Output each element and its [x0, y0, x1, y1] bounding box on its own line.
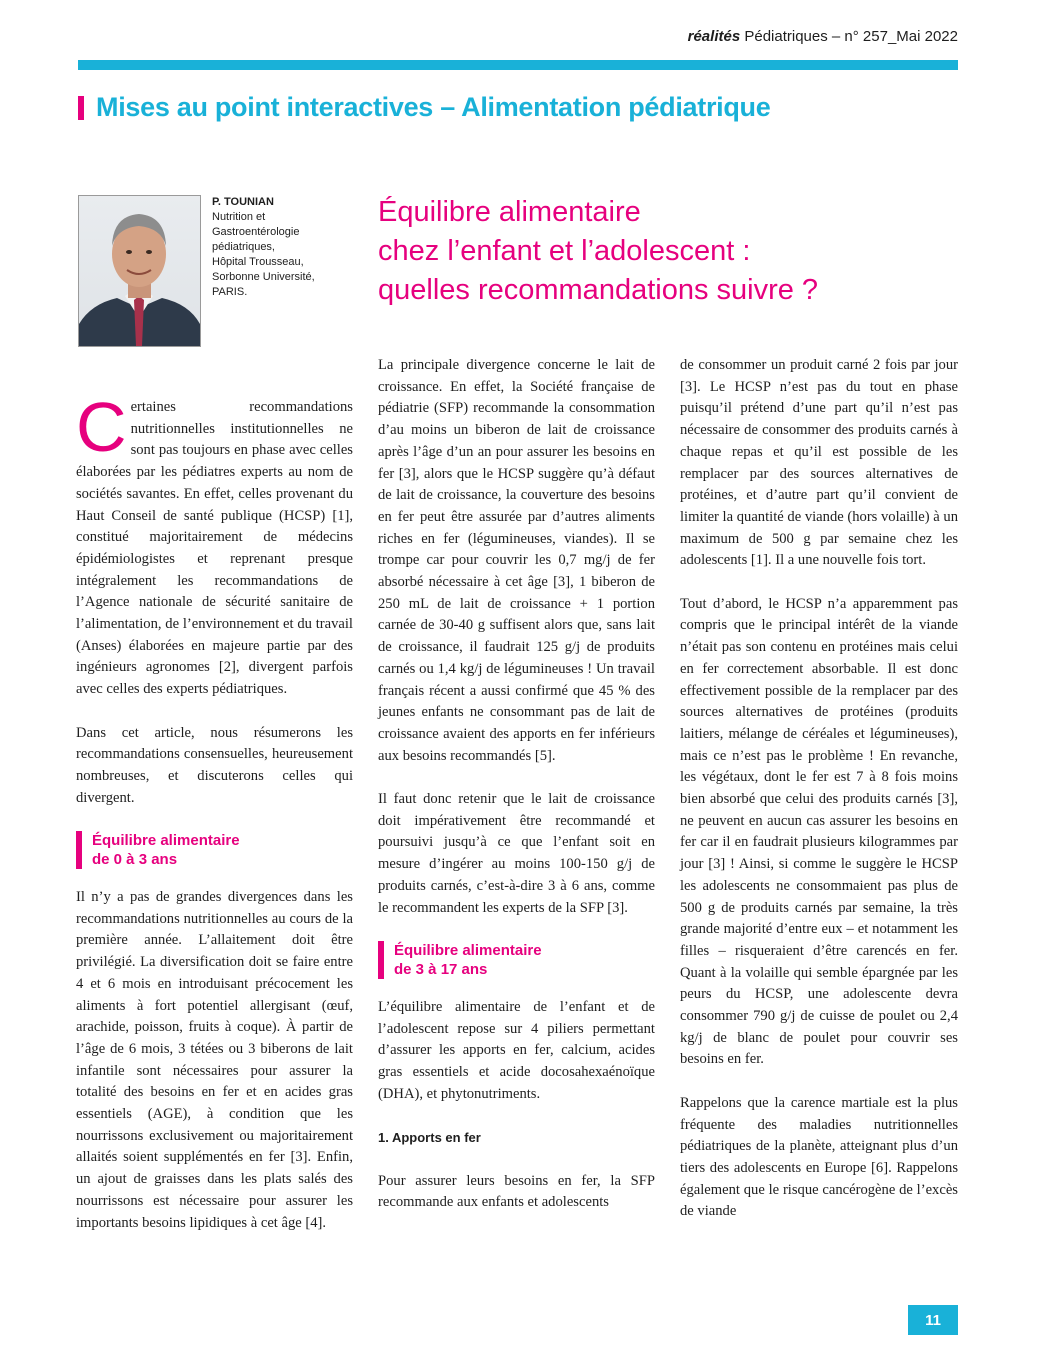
- author-info: [212, 195, 352, 300]
- heading-text: [92, 831, 240, 869]
- journal-name: réalités: [687, 28, 741, 45]
- top-rule: [78, 60, 958, 70]
- paragraph: Il n’y a pas de grandes divergences dans les recommandations nutritionnelles au cours de la première année. L’allaitement doit être privilégié. La diversification doit se faire entre 4 et 6 mois en introduisant précocement les aliments à fort potentiel allergisant (œuf, arachide, poisson, fruits à coque). À partir de l’âge de 6 mois, 3 tétées ou 3 biberons de lait infantile sont nécessaires pour assurer la totalité des besoins en fer et en acides gras essentiels (AGE), à condition que les nourrissons exclusivement ou majoritairement allaités soient supplémentés en fer [3]. Enfin, un ajout de graisses dans les plats salés des nourrissons est nécessaire pour assurer les importants besoins lipidiques à cet âge [4].: [76, 889, 353, 1231]
- issue-info: Pédiatriques – n° 257_Mai 2022: [744, 28, 958, 45]
- title-line: quelles recommandations suivre ?: [378, 274, 819, 306]
- heading-marker: [378, 941, 384, 979]
- heading-line: Équilibre alimentaire: [92, 832, 240, 850]
- author-affiliation-line: pédiatriques,: [212, 241, 275, 253]
- section-heading-0-3: [76, 831, 353, 869]
- author-affiliation-line: Nutrition et: [212, 211, 266, 223]
- subsection-heading-iron: 1. Apports en fer: [378, 1130, 481, 1146]
- author-photo: [78, 195, 201, 347]
- running-head: [688, 28, 958, 45]
- paragraph: L’équilibre alimentaire de l’enfant et de l’adolescent repose sur 4 piliers permettant d’assurer les apports en fer, calcium, acides gras essentiels et acide docosahexaénoïque (DHA), et phytonutriments.: [378, 998, 655, 1102]
- section-heading-3-17: [378, 941, 655, 979]
- paragraph: Il faut donc retenir que le lait de croissance doit impérativement être recommandé et poursuivi jusqu’à ce que l’enfant soit en mesure d’ingérer au moins 100-150 g/j de produits carnés, c’est-à-dire 3 à 6 ans, comme le recommandent les experts de la SFP [3].: [378, 791, 655, 916]
- column-2: [378, 355, 655, 1214]
- column-3: [680, 355, 958, 1223]
- page-number: 11: [908, 1305, 958, 1335]
- drop-cap: C: [76, 388, 127, 466]
- title-line: chez l’enfant et l’adolescent :: [378, 235, 751, 267]
- heading-line: de 0 à 3 ans: [92, 851, 178, 869]
- author-affiliation-line: Hôpital Trousseau,: [212, 256, 304, 268]
- paragraph: Dans cet article, nous résumerons les recommandations consensuelles, heureusement nombreuses, et discuterons celles qui divergent.: [76, 724, 353, 806]
- title-line: Équilibre alimentaire: [378, 196, 641, 228]
- heading-text: [394, 941, 542, 979]
- intro-text: ertaines recommandations nutritionnelles institutionnelles ne sont pas toujours en phase avec celles élaborées par les pédiatres experts au nom de sociétés savantes. En effet, celles provenant du Haut Conseil de santé publique (HCSP) [1], constitué majoritairement de médecins épidémiologistes et reprenant presque intégralement les recommandations de l’Agence nationale de sécurité sanitaire de l’alimentation, de l’environnement et du travail (Anses) élaborées en majeure partie par des ingénieurs agronomes [2], divergent parfois avec celles des experts pédiatriques.: [76, 399, 353, 698]
- rubric-title: Mises au point interactives – Alimentation pédiatrique: [96, 92, 771, 122]
- heading-line: de 3 à 17 ans: [394, 960, 488, 978]
- author-affiliation-line: Gastroentérologie: [212, 226, 300, 238]
- paragraph: Pour assurer leurs besoins en fer, la SFP recommande aux enfants et adolescents: [378, 1172, 655, 1211]
- paragraph: La principale divergence concerne le lait de croissance. En effet, la Société française de pédiatrie (SFP) recommande la consommation d’au moins un biberon de lait de croissance après l’âge d’un an pour assurer les besoins en fer [3], alors que le HCSP suggère qu’à défaut de lait de croissance, la couverture des besoins en fer peut être assurée par d’autres aliments riches en fer (légumineuses, viandes). Il se trompe car pour couvrir les 0,7 mg/j de fer absorbé nécessaire à cet âge [3], 1 biberon de 250 mL de lait de croissance + 1 portion carnée de 30-40 g suffisent alors que, sans lait de croissance, il faudrait 125 g/j de produits carnés ou 1,4 kg/j de légumineuses ! Un travail français récent a aussi confirmé que 45 % des jeunes enfants ne consommant pas de lait de croissance avaient des apports en fer inférieurs aux besoins recommandés [5].: [378, 357, 655, 764]
- column-1: [76, 388, 353, 1234]
- rubric-marker: [78, 96, 84, 120]
- author-name: P. TOUNIAN: [212, 196, 274, 208]
- intro-paragraph: [76, 388, 353, 701]
- heading-line: Équilibre alimentaire: [394, 941, 542, 959]
- author-affiliation-line: PARIS.: [212, 286, 248, 298]
- paragraph: Tout d’abord, le HCSP n’a apparemment pas compris que le principal intérêt de la viande n’était pas son contenu en protéines mais celui en fer correctement absorbable. Il est donc effectivement possible de la remplacer par des sources alternatives de protéines (produits laitiers, mélange de céréales et légumineuses), mais ce n’est pas le problème ! En revanche, les végétaux, dont le fer est 7 à 8 fois moins bien absorbé que celui des produits carnés [3], ne peuvent en aucun cas assurer les besoins en fer car il en faudrait plusieurs kilogrammes par jour [3] ! Ainsi, si comme le suggère le HCSP les adolescents ne consommaient pas plus de 500 g de produits carnés par semaine, la très grande majorité d’entre eux – et notamment les filles – risqueraient d’être carencés en fer. Quant à la volaille qui semble épargnée par les peurs du HCSP, une adolescente devra consommer 790 g/j de cuisse de poulet ou 2,4 kg/j de blanc de poulet pour couvrir ses besoins en fer.: [680, 595, 958, 1068]
- author-affiliation-line: Sorbonne Université,: [212, 271, 315, 283]
- heading-marker: [76, 831, 82, 869]
- rubric: [78, 92, 770, 123]
- paragraph: de consommer un produit carné 2 fois par jour [3]. Le HCSP n’est pas du tout en phase puisqu’il prétend d’une part qu’il n’est pas nécessaire de consommer des produits carnés à chaque repas et qu’il est possible de les remplacer par des sources alternatives de protéines, et d’autre part qu’il convient de limiter la quantité de viande (hors volaille) à un maximum de 500 g par semaine chez les adolescents [1]. Il a une nouvelle fois tort.: [680, 357, 959, 569]
- article-title: [378, 193, 968, 310]
- paragraph: Rappelons que la carence martiale est la plus fréquente des maladies nutritionnelles pédiatriques de la planète, atteignant plus d’un tiers des adolescents en Europe [6]. Rappelons également que le risque cancérogène de l’excès de viande: [680, 1094, 958, 1220]
